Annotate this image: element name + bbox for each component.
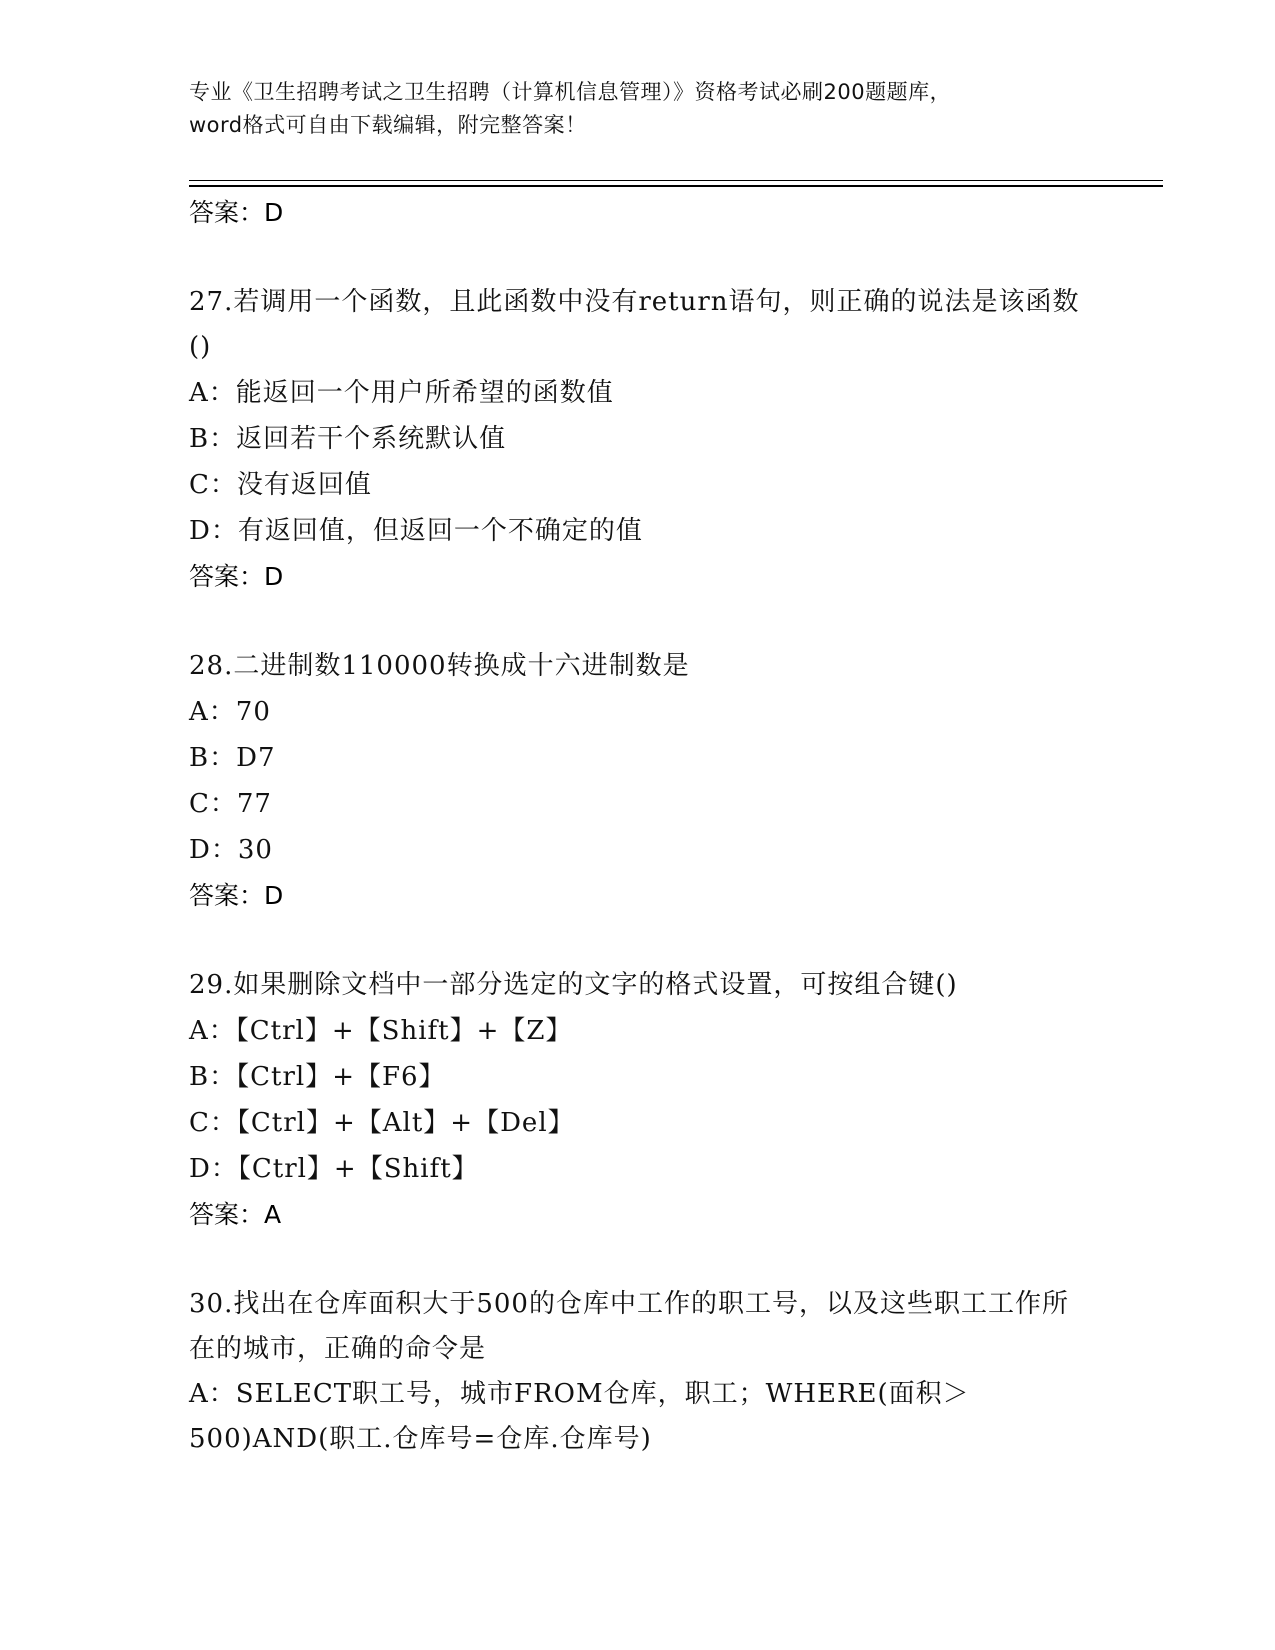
answer-line: 答案：D [189,881,284,910]
option-b: B：返回若干个系统默认值 [189,424,507,454]
option-a: A：能返回一个用户所希望的函数值 [189,378,614,408]
question-stem: 28.二进制数110000转换成十六进制数是 [189,651,690,681]
option-c: C：77 [189,789,272,819]
option-b: B：【Ctrl】+【F6】 [189,1062,446,1092]
question-list [189,190,1089,1462]
option-d: D：有返回值，但返回一个不确定的值 [189,516,643,546]
option-d: D：30 [189,835,273,865]
option-a: A：SELECT职工号，城市FROM仓库，职工；WHERE(面积＞500)AND(职工.仓库号=仓库.仓库号) [189,1379,970,1454]
question-28 [189,644,1089,919]
header-divider-thick [189,185,1163,187]
header-divider-thin [189,180,1163,181]
option-b: B：D7 [189,743,276,773]
question-stem: 27.若调用一个函数，且此函数中没有return语句，则正确的说法是该函数() [189,287,1080,362]
option-d: D：【Ctrl】+【Shift】 [189,1154,479,1184]
question-stem: 30.找出在仓库面积大于500的仓库中工作的职工号，以及这些职工工作所在的城市，正确的命令是 [189,1289,1069,1364]
document-header [189,76,1089,142]
answer-line: 答案：A [189,1200,282,1229]
option-a: A：【Ctrl】+【Shift】+【Z】 [189,1016,573,1046]
question-stem: 29.如果删除文档中一部分选定的文字的格式设置，可按组合键() [189,970,958,1000]
answer-line: 答案：D [189,562,284,591]
option-a: A：70 [189,697,271,727]
question-29 [189,963,1089,1238]
answer-line: 答案：D [189,198,284,227]
question-27 [189,280,1089,600]
header-line-2: word格式可自由下载编辑，附完整答案！ [189,113,587,137]
question-30 [189,1282,1089,1462]
option-c: C：没有返回值 [189,470,372,500]
option-c: C：【Ctrl】+【Alt】+【Del】 [189,1108,575,1138]
header-line-1: 专业《卫生招聘考试之卫生招聘（计算机信息管理）》资格考试必刷200题题库， [189,80,952,104]
